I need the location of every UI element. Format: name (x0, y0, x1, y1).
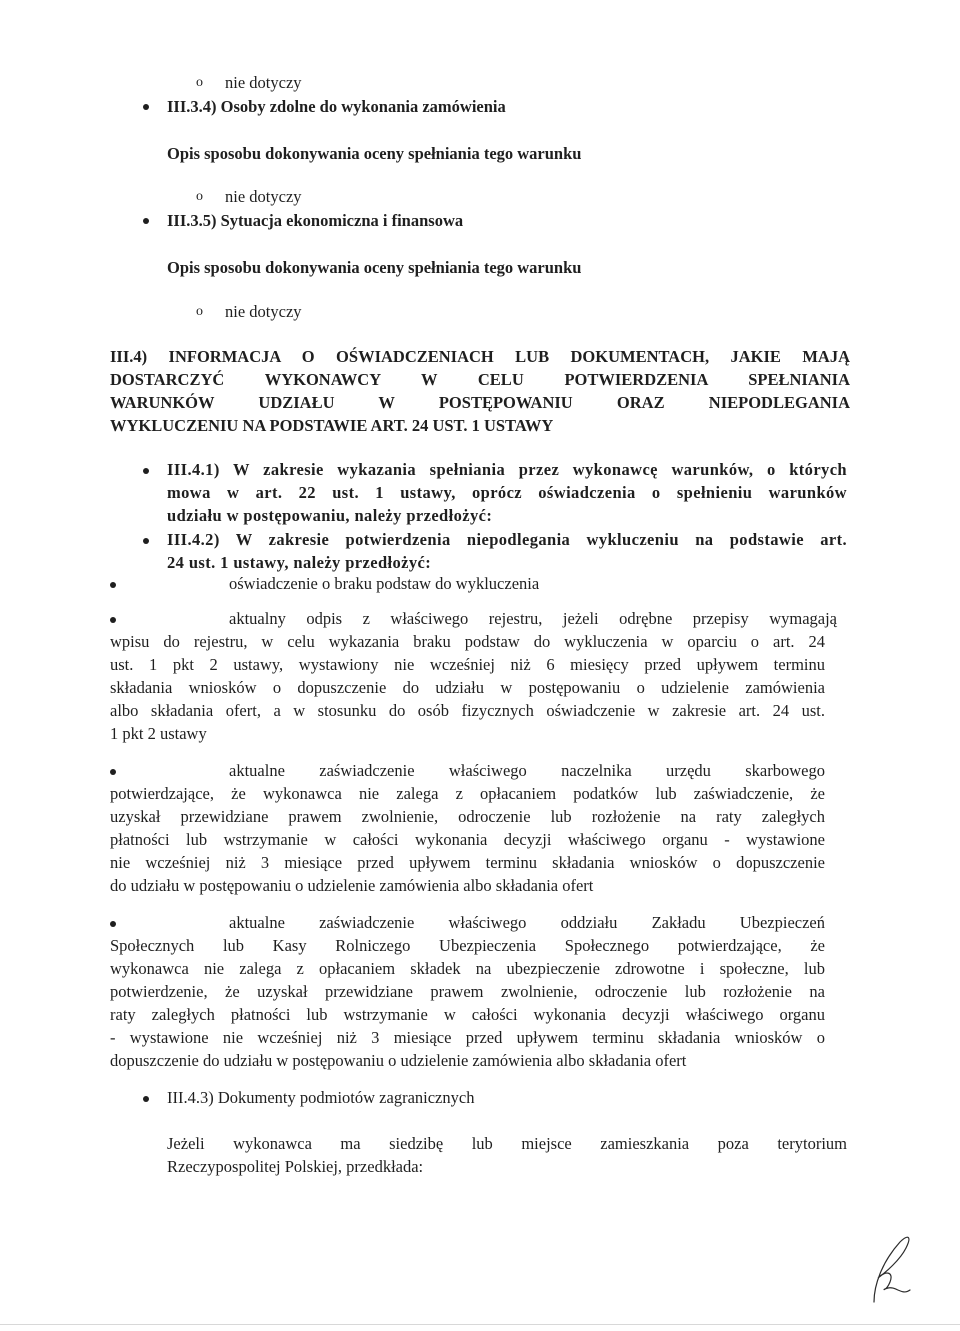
text-line: Opis sposobu dokonywania oceny spełniania tego warunku (167, 258, 582, 277)
sub-bullet-circle: o (196, 75, 203, 90)
subsection-text: mowa w art. 22 ust. 1 ustawy, oprócz oświadczenia o spełnieniu warunków (167, 483, 847, 502)
subsection-text: udziału w postępowaniu, należy przedłożyć: (167, 506, 493, 525)
paragraph-line: Rzeczypospolitej Polskiej, przedkłada: (167, 1157, 424, 1176)
bullet-dot (110, 617, 116, 623)
text-line: Opis sposobu dokonywania oceny spełniania tego warunku (167, 144, 582, 163)
bullet-dot (143, 104, 149, 110)
section-heading: III.3.4) Osoby zdolne do wykonania zamówienia (167, 97, 506, 116)
paragraph-line: - wystawione nie wcześniej niż 3 miesiące przed upływem terminu składania wniosków o (110, 1028, 825, 1047)
main-heading-line: WYKLUCZENIU NA PODSTAWIE ART. 24 UST. 1 USTAWY (110, 416, 554, 435)
paragraph-line: aktualne zaświadczenie właściwego oddziału Zakładu Ubezpieczeń (229, 913, 825, 932)
sub-bullet-circle: o (196, 189, 203, 204)
paragraph-line: raty zaległych płatności lub wstrzymanie w całości wykonania decyzji właściwego organu (110, 1005, 825, 1024)
sub-bullet-circle: o (196, 304, 203, 319)
bullet-dot (110, 769, 116, 775)
paragraph-line: nie wcześniej niż 3 miesiące przed upływem terminu składania wniosków o dopuszczenie (110, 853, 825, 872)
text-line: nie dotyczy (225, 73, 302, 92)
main-heading-line: III.4) INFORMACJA O OŚWIADCZENIACH LUB DOKUMENTACH, JAKIE MAJĄ (110, 347, 850, 366)
paragraph-line: 1 pkt 2 ustawy (110, 724, 207, 743)
paragraph-line: potwierdzenie, że uzyskał przewidziane prawem zwolnienie, odroczenie lub rozłożenie na (110, 982, 825, 1001)
subsection-text: III.4.1) W zakresie wykazania spełniania przez wykonawcę warunków, o których (167, 460, 847, 479)
paragraph-line: aktualne zaświadczenie właściwego naczelnika urzędu skarbowego (229, 761, 825, 780)
paragraph-line: składania wniosków o dopuszczenie do udziału w postępowaniu o udzielenie zamówienia (110, 678, 825, 697)
paragraph-line: albo składania ofert, a w stosunku do osób fizycznych oświadczenie w zakresie art. 24 ust. (110, 701, 825, 720)
subsection-text: 24 ust. 1 ustawy, należy przedłożyć: (167, 553, 432, 572)
bullet-dot (143, 1096, 149, 1102)
paragraph-line: Jeżeli wykonawca ma siedzibę lub miejsce zamieszkania poza terytorium (167, 1134, 847, 1153)
paragraph-line: aktualny odpis z właściwego rejestru, jeżeli odrębne przepisy wymagają (229, 609, 837, 628)
paragraph-line: wykonawca nie zalega z opłacaniem składek na ubezpieczenie zdrowotne i społeczne, lub (110, 959, 825, 978)
bullet-dot (143, 218, 149, 224)
paragraph-line: ust. 1 pkt 2 ustawy, wystawiony nie wcześniej niż 6 miesięcy przed upływem terminu (110, 655, 825, 674)
main-heading-line: DOSTARCZYĆ WYKONAWCY W CELU POTWIERDZENIA SPEŁNIANIA (110, 370, 850, 389)
paragraph-line: Społecznych lub Kasy Rolniczego Ubezpieczenia Społecznego potwierdzające, że (110, 936, 825, 955)
bullet-dot (143, 468, 149, 474)
text-line: nie dotyczy (225, 187, 302, 206)
paragraph-line: płatności lub wstrzymanie w całości wykonania decyzji właściwego organu - wystawione (110, 830, 825, 849)
text-line: nie dotyczy (225, 302, 302, 321)
paragraph-line: uzyskał przewidziane prawem zwolnienie, odroczenie lub rozłożenie na raty zaległych (110, 807, 825, 826)
bullet-dot (110, 582, 116, 588)
bullet-dot (110, 921, 116, 927)
handwritten-signature (860, 1230, 920, 1305)
paragraph-line: potwierdzające, że wykonawca nie zalega z opłacaniem podatków lub zaświadczenie, że (110, 784, 825, 803)
bullet-dot (143, 538, 149, 544)
subsection-text: III.4.3) Dokumenty podmiotów zagranicznych (167, 1088, 475, 1107)
main-heading-line: WARUNKÓW UDZIAŁU W POSTĘPOWANIU ORAZ NIEPODLEGANIA (110, 393, 850, 412)
paragraph-line: dopuszczenie do udziału w postępowaniu o udzielenie zamówienia albo składania ofert (110, 1051, 687, 1070)
section-heading: III.3.5) Sytuacja ekonomiczna i finansowa (167, 211, 464, 230)
page-edge (0, 1324, 960, 1325)
paragraph-line: do udziału w postępowaniu o udzielenie zamówienia albo składania ofert (110, 876, 594, 895)
list-item: oświadczenie o braku podstaw do wykluczenia (229, 574, 540, 593)
paragraph-line: wpisu do rejestru, w celu wykazania braku podstaw do wykluczenia w oparciu o art. 24 (110, 632, 825, 651)
subsection-text: III.4.2) W zakresie potwierdzenia niepodlegania wykluczeniu na podstawie art. (167, 530, 847, 549)
